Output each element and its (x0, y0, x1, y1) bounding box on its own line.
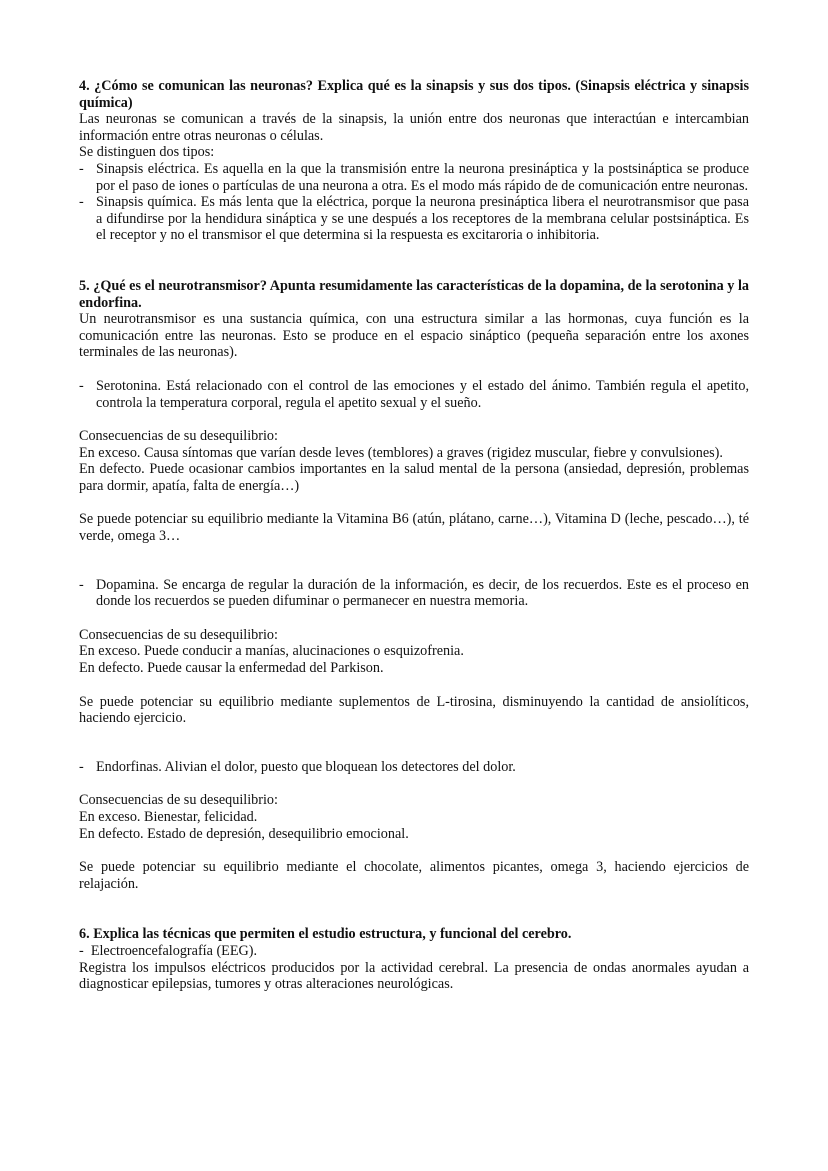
dopamina-list (79, 577, 749, 610)
serotonina-consequences-label: Consecuencias de su desequilibrio: (79, 428, 278, 445)
section-4-list (79, 161, 749, 244)
bullet-dash: - (79, 758, 84, 775)
dopamina-defecto: En defecto. Puede causar la enfermedad del Parkison. (79, 660, 384, 677)
section-4-heading: 4. ¿Cómo se comunican las neuronas? Explica qué es la sinapsis y sus dos tipos. (Sinapsis eléctrica y sinapsis química) (79, 78, 749, 111)
endorfinas-consequences-label: Consecuencias de su desequilibrio: (79, 792, 278, 809)
dopamina-exceso: En exceso. Puede conducir a manías, alucinaciones o esquizofrenia. (79, 643, 464, 660)
serotonina-defecto: En defecto. Puede ocasionar cambios importantes en la salud mental de la persona (ansiedad, depresión, problemas para dormir, apatía, falta de energía…) (79, 461, 749, 494)
bullet-dash: - (79, 942, 84, 959)
bullet-dash: - (79, 160, 84, 177)
bullet-dash: - (79, 377, 84, 394)
list-item: - Sinapsis química. Es más lenta que la eléctrica, porque la neurona presináptica libera el neurotransmisor que pasa a difundirse por la hendidura sináptica y se une después a los receptores de la membrana celular postsináptica. Es el receptor y no el transmisor el que determina si la respuesta es excitaroria o inhibitoria. (79, 194, 749, 244)
serotonina-potenciar: Se puede potenciar su equilibrio mediante la Vitamina B6 (atún, plátano, carne…), Vitamina D (leche, pescado…), té verde, omega 3… (79, 511, 749, 545)
section-6-item: - Electroencefalografía (EEG). (79, 942, 258, 959)
endorfinas-exceso: En exceso. Bienestar, felicidad. (79, 809, 258, 825)
section-6-heading: 6. Explica las técnicas que permiten el estudio estructura, y funcional del cerebro. (79, 926, 572, 943)
endorfinas-potenciar: Se puede potenciar su equilibrio mediante el chocolate, alimentos picantes, omega 3, haciendo ejercicios de relajación. (79, 859, 749, 892)
serotonina-exceso: En exceso. Causa síntomas que varían desde leves (temblores) a graves (rigidez muscular, fiebre y convulsiones). (79, 444, 723, 461)
bullet-dash: - (79, 576, 84, 593)
endorfinas-list (79, 759, 749, 776)
serotonina-list (79, 378, 749, 411)
dopamina-potenciar: Se puede potenciar su equilibrio mediante suplementos de L-tirosina, disminuyendo la cantidad de ansiolíticos, haciendo ejercicio. (79, 693, 749, 727)
list-item: - Endorfinas. Alivian el dolor, puesto que bloquean los detectores del dolor. (79, 758, 516, 775)
list-item: - Dopamina. Se encarga de regular la duración de la información, es decir, de los recuerdos. Este es el proceso en donde los recuerdos se pueden difuminar o permanecer en nuestra memoria. (79, 576, 749, 610)
section-4-types-label: Se distinguen dos tipos: (79, 144, 215, 161)
section-5-intro: Un neurotransmisor es una sustancia química, con una estructura similar a las hormonas, cuya función es la comunicación entre las neuronas. Esto se produce en el espacio sináptico (pequeña separación entre los axones terminales de las neuronas). (79, 311, 749, 361)
section-4-intro: Las neuronas se comunican a través de la sinapsis, la unión entre dos neuronas que interactúan e intercambian información entre otras neuronas o células. (79, 111, 749, 144)
dopamina-consequences-label: Consecuencias de su desequilibrio: (79, 626, 278, 643)
list-item: - Serotonina. Está relacionado con el control de las emociones y el estado del ánimo. También regula el apetito, controla la temperatura corporal, regula el apetito sexual y el sueño. (79, 377, 749, 411)
section-6-description: Registra los impulsos eléctricos producidos por la actividad cerebral. La presencia de ondas anormales ayudan a diagnosticar epilepsias, tumores y otras alteraciones neurológicas. (79, 959, 749, 993)
section-5-heading: 5. ¿Qué es el neurotransmisor? Apunta resumidamente las características de la dopamina, de la serotonina y la endorfina. (79, 277, 749, 311)
endorfinas-defecto: En defecto. Estado de depresión, desequilibrio emocional. (79, 825, 409, 842)
list-item: - Sinapsis eléctrica. Es aquella en la que la transmisión entre la neurona presináptica y la postsináptica se produce por el paso de iones o partículas de una neurona a otra. Es el modo más rápido de de comunicación entre neuronas. (79, 160, 749, 194)
bullet-dash: - (79, 194, 84, 211)
